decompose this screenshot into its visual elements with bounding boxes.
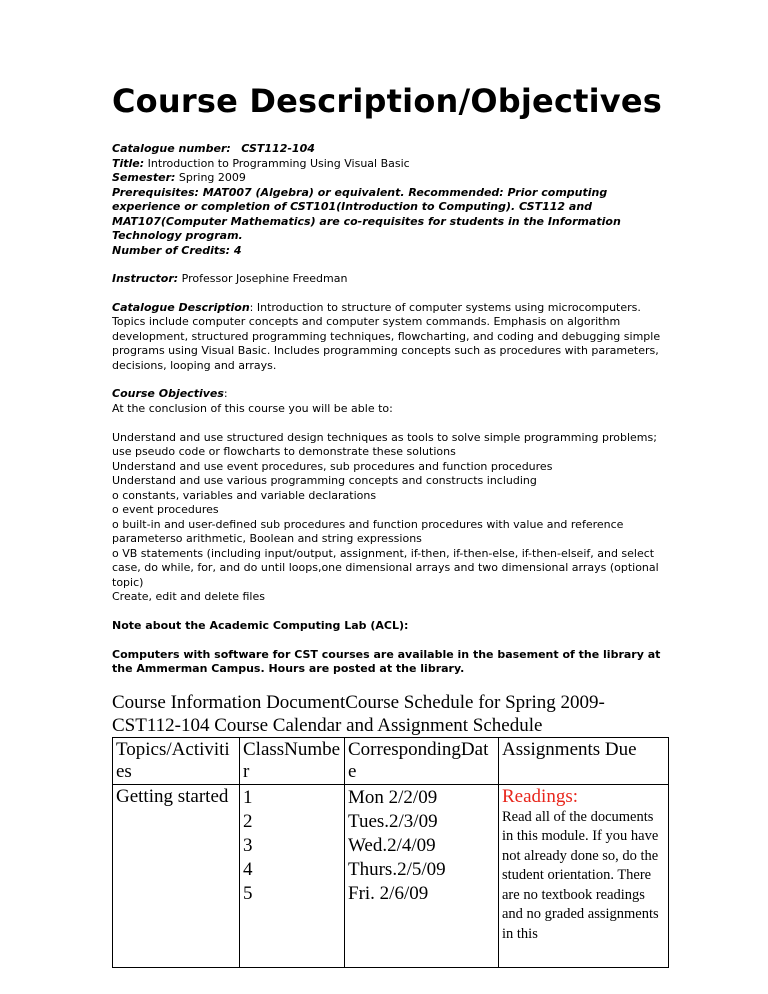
- readings-text: Read all of the documents in this module. If you have not already done so, do the student orientation. There are no textbook readings and no graded assignments in this: [502, 808, 659, 942]
- course-title: Title: Introduction to Programming Using Visual Basic: [112, 156, 410, 170]
- topic-cell: Getting started: [113, 784, 240, 967]
- objectives-intro: At the conclusion of this course you will be able to:: [112, 401, 393, 415]
- semester: Semester: Spring 2009: [112, 171, 246, 184]
- objective-item: Understand and use event procedures, sub procedures and function procedures: [112, 459, 553, 473]
- objective-item: Understand and use structured design techniques as tools to solve simple programming problems; use pseudo code or flowcharts to demonstrate these solutions: [112, 430, 657, 458]
- objective-item: o built-in and user-defined sub procedures and function procedures with value and reference parameterso arithmetic, Boolean and string expressions: [112, 517, 624, 545]
- schedule-heading: Course Information DocumentCourse Schedule for Spring 2009-CST112-104 Course Calendar and Assignment Schedule: [112, 691, 605, 736]
- objective-item: o VB statements (including input/output, assignment, if-then, if-then-else, if-then-elseif, and select case, do while, for, and do until loops,one dimensional arrays and two dimensional arrays (optional topic): [112, 546, 659, 589]
- table-row: [113, 784, 669, 967]
- prerequisites: Prerequisites: MAT007 (Algebra) or equivalent. Recommended: Prior computing experience or completion of CST101(Introduction to Computing). CST112 and MAT107(Computer Mathematics) are co-requisites for students in the Information Technology program.: [112, 185, 621, 242]
- readings-label: Readings:: [502, 785, 578, 807]
- acl-text: Computers with software for CST courses are available in the basement of the library at the Ammerman Campus. Hours are posted at the library.: [112, 647, 661, 675]
- class-number-cell: 1 2 3 4 5: [240, 784, 345, 967]
- objective-item: o constants, variables and variable declarations: [112, 488, 377, 502]
- table-header-row: [113, 737, 669, 784]
- assignments-cell: [499, 784, 669, 967]
- objective-item: Understand and use various programming concepts and constructs including: [112, 474, 537, 487]
- acl-note: [112, 619, 668, 677]
- column-header-date: CorrespondingDate: [345, 737, 499, 784]
- schedule-table: [112, 737, 669, 968]
- objective-item: o event procedures: [112, 503, 219, 516]
- instructor: Instructor: Professor Josephine Freedman: [112, 272, 348, 285]
- course-info: [112, 142, 668, 258]
- column-header-topics: Topics/Activities: [113, 737, 240, 784]
- objective-item: Create, edit and delete files: [112, 590, 265, 603]
- document-page: [112, 82, 668, 968]
- catalogue-description: Catalogue Description: Introduction to structure of computer systems using microcomputers. Topics include computer concepts and computer system commands. Emphasis on algorithm development, structured programming techniques, flowcharting, and coding and debugging simple programs using Visual Basic. Includes programming concepts such as procedures with parameters, decisions, looping and arrays.: [112, 300, 661, 372]
- catalogue-number: Catalogue number: CST112-104: [112, 142, 315, 155]
- column-header-assignments: Assignments Due: [499, 737, 669, 784]
- date-cell: Mon 2/2/09 Tues.2/3/09 Wed.2/4/09 Thurs.2/5/09 Fri. 2/6/09: [345, 784, 499, 967]
- acl-heading: Note about the Academic Computing Lab (ACL):: [112, 618, 409, 632]
- course-objectives: Course Objectives: At the conclusion of this course you will be able to: Understand and use structured design techniques as tools to solve simple programming problems; use pseudo code or flowcharts to demonstrate these solutions Understand and use event procedures, sub procedures and function procedures Understand and use various programming concepts and constructs including o constants, variables and variable declarations o event procedures o built-in and user-defined sub procedures and function procedures with value and reference parameterso arithmetic, Boolean and string expressions o VB statements (including input/output, assignment, if-then, if-then-else, if-then-elseif, and select case, do while, for, and do until loops,one dimensional arrays and two dimensional arrays (optional topic) Create, edit and delete files: [112, 387, 668, 605]
- credits: Number of Credits: 4: [112, 243, 242, 257]
- page-title: Course Description/Objectives: [112, 82, 663, 120]
- column-header-class-number: ClassNumber: [240, 737, 345, 784]
